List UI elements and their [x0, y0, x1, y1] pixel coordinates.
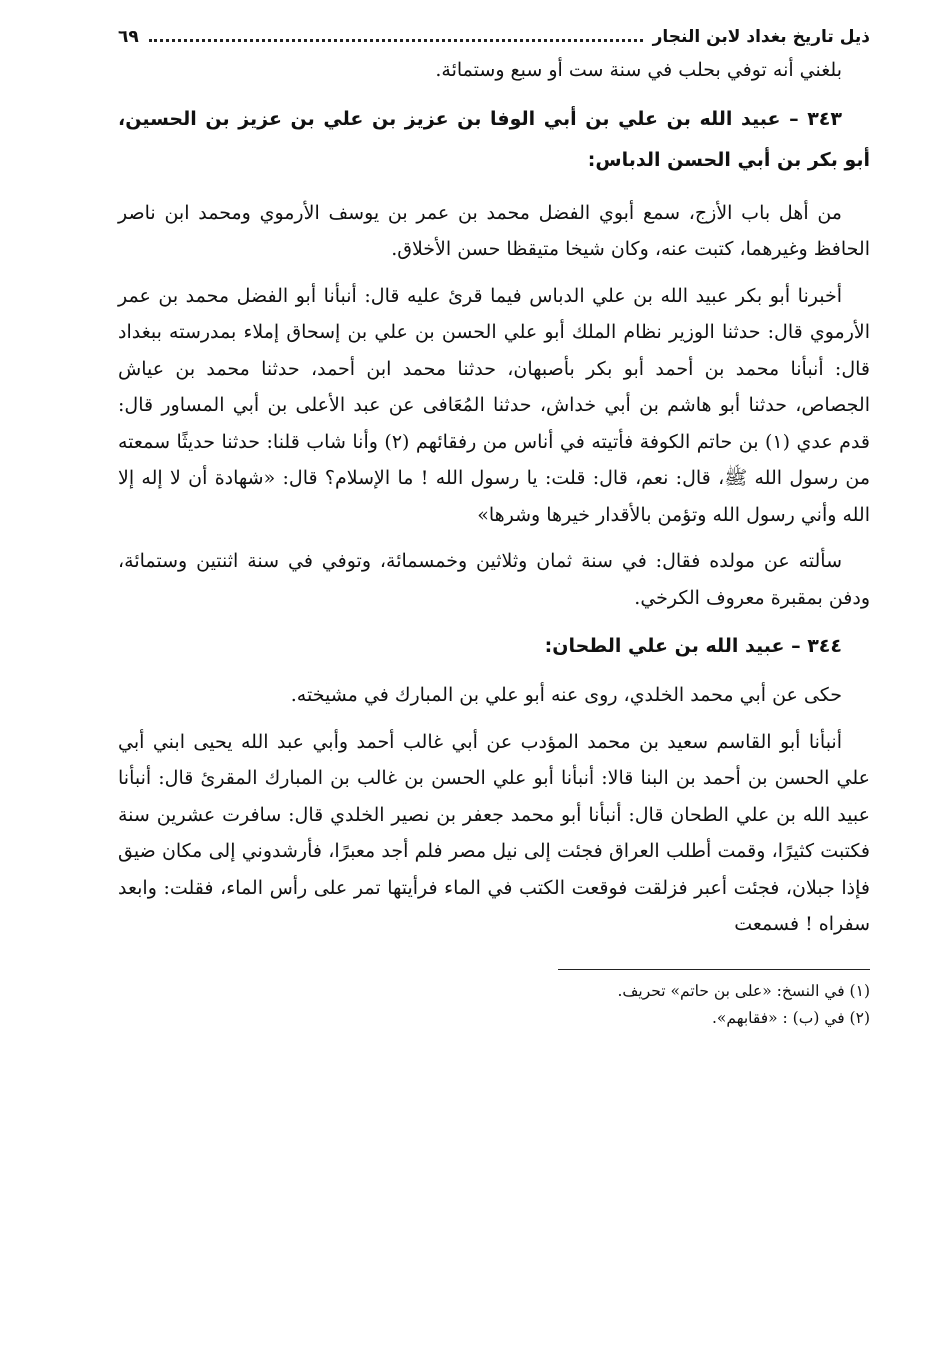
- entry-heading-344: ٣٤٤ – عبيد الله بن علي الطحان:: [544, 635, 842, 657]
- footnote-1: (١) في النسخ: «على بن حاتم» تحريف.: [617, 981, 870, 1000]
- footnote-2: (٢) في (ب) : «فقابهم».: [711, 1008, 870, 1027]
- entry-heading-343: ٣٤٣ – عبيد الله بن علي بن أبي الوفا بن عزيز بن علي بن عزيز بن الحسين، أبو بكر بن أبي الحسن الدباس:: [118, 107, 870, 171]
- paragraph-biography-344: حكى عن أبي محمد الخلدي، روى عنه أبو علي بن المبارك في مشيخته.: [290, 684, 842, 706]
- book-page: [118, 22, 870, 1032]
- running-title: ذيل تاريخ بغداد لابن النجار: [652, 27, 870, 47]
- paragraph-hadith-chain: أخبرنا أبو بكر عبيد الله بن علي الدباس فيما قرئ عليه قال: أنبأنا أبو الفضل محمد بن عمر الأرموي قال: حدثنا الوزير نظام الملك أبو علي الحسن بن علي بن إسحاق إملاء بمدرسته ببغداد قال: أنبأنا محمد بن أحمد أبو بكر بأصبهان، حدثنا محمد ابن أحمد، حدثنا محمد بن عياش الجصاص، حدثنا أبو هاشم بن أبي خداش، حدثنا المُعَافى عن عبد الأعلى بن أبي المساور قال: قدم عدي (١) بن حاتم الكوفة فأتيته في أناس من رفقائهم (٢) وأنا شاب قلنا: حدثنا حديثًا سمعته من رسول الله ﷺ، قال: نعم، قال: قلت: يا رسول الله ! ما الإسلام؟ قال: «شهادة أن لا إله إلا الله وأني رسول الله وتؤمن بالأقدار خيرها وشرها»: [118, 284, 870, 526]
- paragraph-birth-death: سألته عن مولده فقال: في سنة ثمان وثلاثين وخمسمائة، وتوفي في سنة اثنتين وستمائة، ودفن بمقبرة معروف الكرخي.: [118, 550, 870, 609]
- paragraph-biography-343: من أهل باب الأزج، سمع أبوي الفضل محمد بن عمر بن يوسف الأرموي ومحمد ابن ناصر الحافظ وغيرهما، كتبت عنه، وكان شيخا متيقظا حسن الأخلاق.: [118, 201, 870, 260]
- footnote-divider: [558, 969, 870, 970]
- dotted-leader: [149, 39, 643, 42]
- footnotes: [118, 978, 870, 1032]
- page-number: ٦٩: [118, 27, 139, 47]
- paragraph-narration: أنبأنا أبو القاسم سعيد بن محمد المؤدب عن أبي غالب أحمد وأبي عبد الله يحيى ابني أبي علي الحسن بن أحمد بن البنا قالا: أنبأنا أبو علي الحسن بن غالب بن المبارك المقرئ قال: أنبأنا عبيد الله بن علي الطحان قال: أنبأنا أبو محمد جعفر بن نصير الخلدي قال: سافرت عشرين سنة فكتبت كثيرًا، وقمت أطلب العراق فجئت إلى نيل مصر فلم أجد معبرًا، فأرشدوني إلى مكان ضيق فإذا جبلان، فجئت أعبر فزلقت فوقعت الكتب في الماء فرأيتها تمر على رأس الماء، فقلت: وابعد سفراه ! فسمعت: [118, 730, 870, 935]
- paragraph-continuation: بلغني أنه توفي بحلب في سنة ست أو سبع وستمائة.: [435, 59, 842, 81]
- running-head: [118, 22, 870, 52]
